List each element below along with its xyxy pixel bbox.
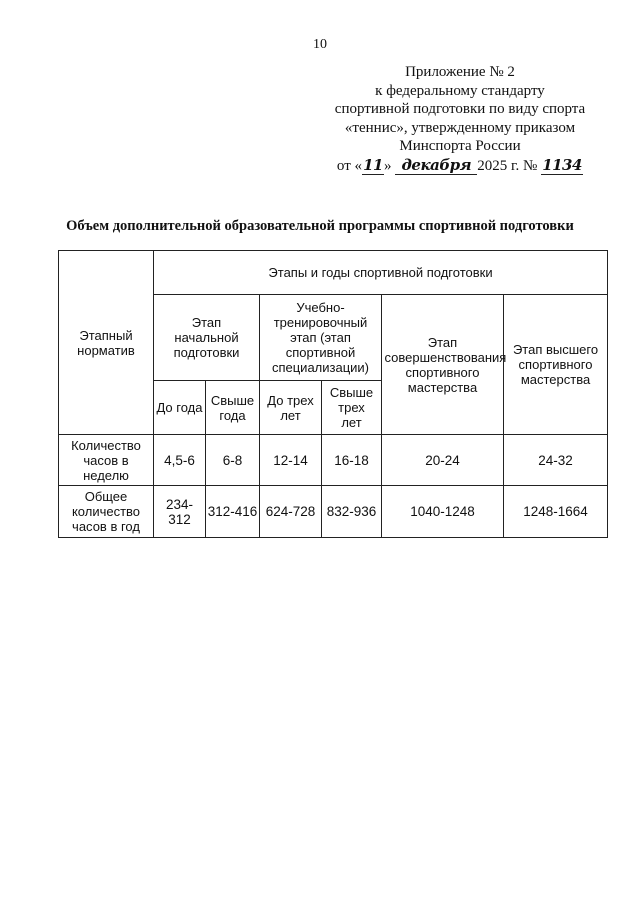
table-cell: 6-8: [206, 435, 260, 486]
group-header-cell: [154, 251, 608, 295]
table-cell: 4,5-6: [154, 435, 206, 486]
sub-initial-2: [206, 381, 260, 435]
row-header-cell: [59, 251, 154, 435]
row-label: [59, 435, 154, 486]
row-label-text: Общее количество часов в год: [71, 489, 141, 534]
date-prefix: от «: [336, 157, 363, 174]
table-cell: 24-32: [504, 435, 608, 486]
row-label-text: Количество часов в неделю: [71, 437, 141, 483]
stage-training-label: Учебно-тренировочный этап (этап спортивной специализации): [271, 300, 370, 375]
table-cell: 20-24: [382, 435, 504, 486]
stage-improvement-label: Этап совершенствования спортивного мастерства: [384, 334, 507, 395]
stage-higher-header: [504, 295, 608, 435]
sub-initial-2-label: Свыше года: [210, 392, 255, 423]
sub-training-1-label: До трех лет: [267, 392, 314, 423]
row-label: [59, 486, 154, 538]
row-header: Этапный норматив: [77, 327, 135, 358]
appendix-line-4: «теннис», утвержденному приказом: [344, 119, 576, 136]
table-cell: 234-312: [154, 486, 206, 538]
appendix-line-2: к федеральному стандарту: [375, 82, 545, 99]
date-year: 2025 г. №: [477, 157, 538, 174]
date-month: декабря: [395, 156, 477, 176]
stage-initial-label: Этап начальной подготовки: [173, 315, 240, 360]
appendix-line-3: спортивной подготовки по виду спорта: [334, 101, 586, 117]
order-date-line: [325, 156, 595, 176]
table-cell: 1040-1248: [382, 486, 504, 538]
page-number: 10: [313, 37, 327, 52]
table-cell: 16-18: [322, 435, 382, 486]
sub-training-2: [322, 381, 382, 435]
program-volume-table: [58, 250, 608, 538]
document-title: Объем дополнительной образовательной программы спортивной подготовки: [66, 218, 574, 234]
order-number: 1134: [542, 155, 582, 174]
table-cell: 312-416: [206, 486, 260, 538]
stage-improvement-header: [382, 295, 507, 435]
appendix-header: [325, 63, 595, 175]
stage-initial-header: [154, 295, 260, 381]
stage-higher-label: Этап высшего спортивного мастерства: [512, 342, 599, 387]
appendix-line-5: Минспорта России: [399, 138, 521, 154]
table-row: [59, 486, 608, 538]
group-header: Этапы и годы спортивной подготовки: [268, 265, 493, 280]
sub-training-1: [260, 381, 322, 435]
appendix-line-1: Приложение № 2: [405, 64, 515, 80]
table-row: [59, 435, 608, 486]
table-cell: 624-728: [260, 486, 322, 538]
table-cell: 832-936: [322, 486, 382, 538]
sub-initial-1: [154, 381, 206, 435]
date-mid: »: [384, 157, 392, 174]
sub-initial-1-label: До года: [156, 400, 203, 415]
table-cell: 1248-1664: [504, 486, 608, 538]
date-day: 11: [363, 155, 383, 174]
sub-training-2-label: Свыше трех лет: [329, 385, 374, 430]
table-cell: 12-14: [260, 435, 322, 486]
stage-training-header: [260, 295, 382, 381]
